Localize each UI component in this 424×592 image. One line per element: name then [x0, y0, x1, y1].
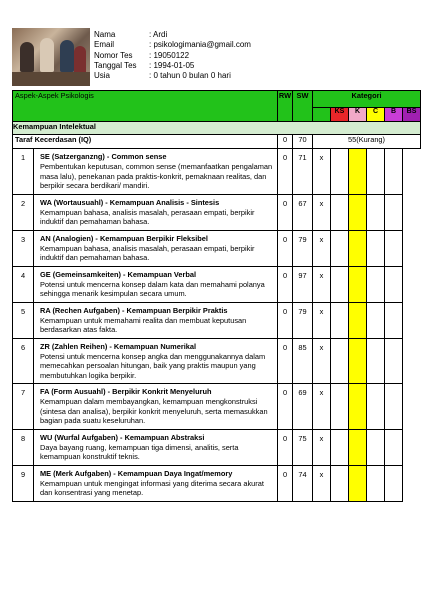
item-ks-mark: x: [313, 338, 331, 384]
item-desc: Kemampuan dalam membayangkan, kemampuan mengkonstruksi (sintesa dan analisa), berpikir konkrit menyeluruh, serta memasukkan bagian pada suatu keseluruhan.: [40, 397, 268, 425]
table-row: [13, 266, 421, 302]
item-desc: Kemampuan bahasa, analisis masalah, perasaan empati, berpikir induktif dan pemahaman bahasa.: [40, 207, 255, 226]
item-bs-cell: [385, 384, 403, 430]
field-label: Tanggal Tes: [94, 60, 137, 70]
item-ks-mark: x: [313, 384, 331, 430]
category-bs: BS: [403, 108, 421, 122]
table-row: [13, 302, 421, 338]
item-sw: 71: [293, 149, 313, 195]
item-k-cell: [331, 384, 349, 430]
item-sw: 97: [293, 266, 313, 302]
item-bs-cell: [385, 194, 403, 230]
item-b-cell: [367, 384, 385, 430]
item-bs-cell: [385, 266, 403, 302]
item-k-cell: [331, 266, 349, 302]
item-c-cell: [349, 302, 367, 338]
profile-row-email: [94, 40, 251, 50]
item-ks-mark: x: [313, 194, 331, 230]
table-row: [13, 384, 421, 430]
item-number: 6: [13, 338, 34, 384]
iq-label: Taraf Kecerdasan (IQ): [13, 135, 278, 149]
item-bs-cell: [385, 149, 403, 195]
sw-header: SW: [293, 91, 313, 122]
item-bs-cell: [385, 465, 403, 501]
iq-sw: 70: [293, 135, 313, 149]
iq-rw: 0: [278, 135, 293, 149]
item-title: ZR (Zahlen Reihen) - Kemampuan Numerikal: [40, 341, 197, 351]
aspect-header: Aspek-Aspek Psikologis: [13, 91, 278, 122]
item-k-cell: [331, 429, 349, 465]
profile-header: [12, 28, 412, 86]
item-k-cell: [331, 149, 349, 195]
section-row: [13, 122, 421, 135]
category-b: B: [385, 108, 403, 122]
item-rw: 0: [278, 266, 293, 302]
item-b-cell: [367, 230, 385, 266]
item-b-cell: [367, 266, 385, 302]
field-value: : psikologimania@gmail.com: [149, 40, 251, 50]
item-k-cell: [331, 230, 349, 266]
item-description: [34, 465, 278, 501]
item-description: [34, 149, 278, 195]
item-rw: 0: [278, 429, 293, 465]
item-number: 5: [13, 302, 34, 338]
item-ks-mark: x: [313, 302, 331, 338]
table-row: [13, 194, 421, 230]
item-number: 2: [13, 194, 34, 230]
field-label: Email: [94, 40, 115, 50]
item-description: [34, 384, 278, 430]
item-ks-mark: x: [313, 149, 331, 195]
item-number: 7: [13, 384, 34, 430]
field-value: : Ardi: [149, 30, 168, 39]
item-description: [34, 338, 278, 384]
table-header-row: [13, 91, 421, 108]
item-c-cell: [349, 230, 367, 266]
field-label: Nomor Tes: [94, 50, 133, 60]
item-sw: 75: [293, 429, 313, 465]
item-description: [34, 429, 278, 465]
profile-info: [94, 30, 251, 81]
item-number: 3: [13, 230, 34, 266]
table-row: [13, 338, 421, 384]
item-sw: 67: [293, 194, 313, 230]
item-title: SE (Satzerganzng) - Common sense: [40, 152, 167, 161]
item-title: WA (Wortausuahl) - Kemampuan Analisis - Sintesis: [40, 197, 220, 207]
item-k-cell: [331, 465, 349, 501]
assessment-table: [12, 90, 421, 502]
item-c-cell: [349, 266, 367, 302]
profile-row-test-date: [94, 61, 251, 71]
item-b-cell: [367, 338, 385, 384]
item-desc: Daya bayang ruang, kemampuan tiga dimensi, analitis, serta kemampuan konstruktif teknis.: [40, 442, 239, 461]
category-spacer: [313, 108, 331, 122]
item-c-cell: [349, 384, 367, 430]
item-title: RA (Rechen Aufgaben) - Kemampuan Berpikir Praktis: [40, 305, 228, 315]
item-b-cell: [367, 302, 385, 338]
section-title: Kemampuan Intelektual: [13, 122, 421, 135]
item-b-cell: [367, 149, 385, 195]
items-body: [13, 149, 421, 502]
item-desc: Pembentukan keputusan, common sense (memanfaatkan pengalaman masa lalu), penekanan pada praktis-konkrit, pemaknaan realitas, dan berpikir secara berdikari/ mandiri.: [40, 162, 273, 190]
item-rw: 0: [278, 149, 293, 195]
item-desc: Kemampuan untuk mengingat informasi yang diterima secara akurat dan konsentrasi yang menetap.: [40, 478, 264, 497]
item-c-cell: [349, 194, 367, 230]
item-rw: 0: [278, 465, 293, 501]
item-c-cell: [349, 429, 367, 465]
field-label: Nama: [94, 30, 116, 39]
item-k-cell: [331, 338, 349, 384]
iq-result: 55(Kurang): [313, 135, 421, 149]
item-number: 1: [13, 149, 34, 195]
item-description: [34, 230, 278, 266]
item-bs-cell: [385, 429, 403, 465]
item-b-cell: [367, 194, 385, 230]
item-rw: 0: [278, 384, 293, 430]
item-sw: 85: [293, 338, 313, 384]
item-c-cell: [349, 149, 367, 195]
table-row: [13, 465, 421, 501]
item-title: FA (Form Ausuahl) - Berpikir Konkrit Menyeluruh: [40, 387, 212, 396]
item-bs-cell: [385, 302, 403, 338]
category-header: Kategori: [313, 91, 421, 108]
category-ks: KS: [331, 108, 349, 122]
item-description: [34, 194, 278, 230]
category-c: C: [367, 108, 385, 122]
item-sw: 74: [293, 465, 313, 501]
item-desc: Potensi untuk mencerna konsep dalam kata dan memahami polanya sehingga menarik kesimpulan secara umum.: [40, 279, 265, 298]
item-ks-mark: x: [313, 429, 331, 465]
profile-row-name: [94, 30, 251, 40]
item-desc: Kemampuan untuk memahami realita dan membuat keputusan berdasarkan atas fakta.: [40, 315, 247, 334]
table-row: [13, 230, 421, 266]
rw-header: RW: [278, 91, 293, 122]
item-description: [34, 266, 278, 302]
item-number: 4: [13, 266, 34, 302]
profile-photo: [12, 28, 90, 86]
iq-row: [13, 135, 421, 149]
table-row: [13, 429, 421, 465]
item-rw: 0: [278, 194, 293, 230]
item-desc: Potensi untuk mencerna konsep angka dan menggunakannya dalam memecahkan persoalan hitungan, baik yang praktis maupun yang membutuhkan logika berpikir.: [40, 351, 266, 380]
field-value: : 19050122: [149, 50, 190, 60]
item-title: AN (Analogien) - Kemampuan Berpikir Fleksibel: [40, 233, 208, 243]
item-rw: 0: [278, 338, 293, 384]
field-label: Usia: [94, 71, 111, 81]
item-description: [34, 302, 278, 338]
item-k-cell: [331, 302, 349, 338]
item-c-cell: [349, 465, 367, 501]
item-b-cell: [367, 465, 385, 501]
item-sw: 79: [293, 230, 313, 266]
item-ks-mark: x: [313, 230, 331, 266]
item-number: 9: [13, 465, 34, 501]
item-title: WU (Wurfal Aufgaben) - Kemampuan Abstraksi: [40, 432, 205, 442]
field-value: : 1994-01-05: [149, 60, 195, 70]
item-bs-cell: [385, 338, 403, 384]
item-bs-cell: [385, 230, 403, 266]
profile-row-test-number: [94, 51, 251, 61]
item-sw: 79: [293, 302, 313, 338]
item-desc: Kemampuan bahasa, analisis masalah, perasaan empati, berpikir induktif dan pemahaman bahasa.: [40, 243, 255, 262]
item-number: 8: [13, 429, 34, 465]
category-k: K: [349, 108, 367, 122]
item-ks-mark: x: [313, 465, 331, 501]
item-rw: 0: [278, 302, 293, 338]
item-k-cell: [331, 194, 349, 230]
table-row: [13, 149, 421, 195]
item-ks-mark: x: [313, 266, 331, 302]
item-rw: 0: [278, 230, 293, 266]
item-title: GE (Gemeinsamkeiten) - Kemampuan Verbal: [40, 269, 197, 279]
profile-row-age: [94, 71, 251, 81]
item-b-cell: [367, 429, 385, 465]
item-sw: 69: [293, 384, 313, 430]
field-value: : 0 tahun 0 bulan 0 hari: [149, 71, 231, 81]
item-c-cell: [349, 338, 367, 384]
item-title: ME (Merk Aufgaben) - Kemampuan Daya Ingat/memory: [40, 468, 233, 478]
